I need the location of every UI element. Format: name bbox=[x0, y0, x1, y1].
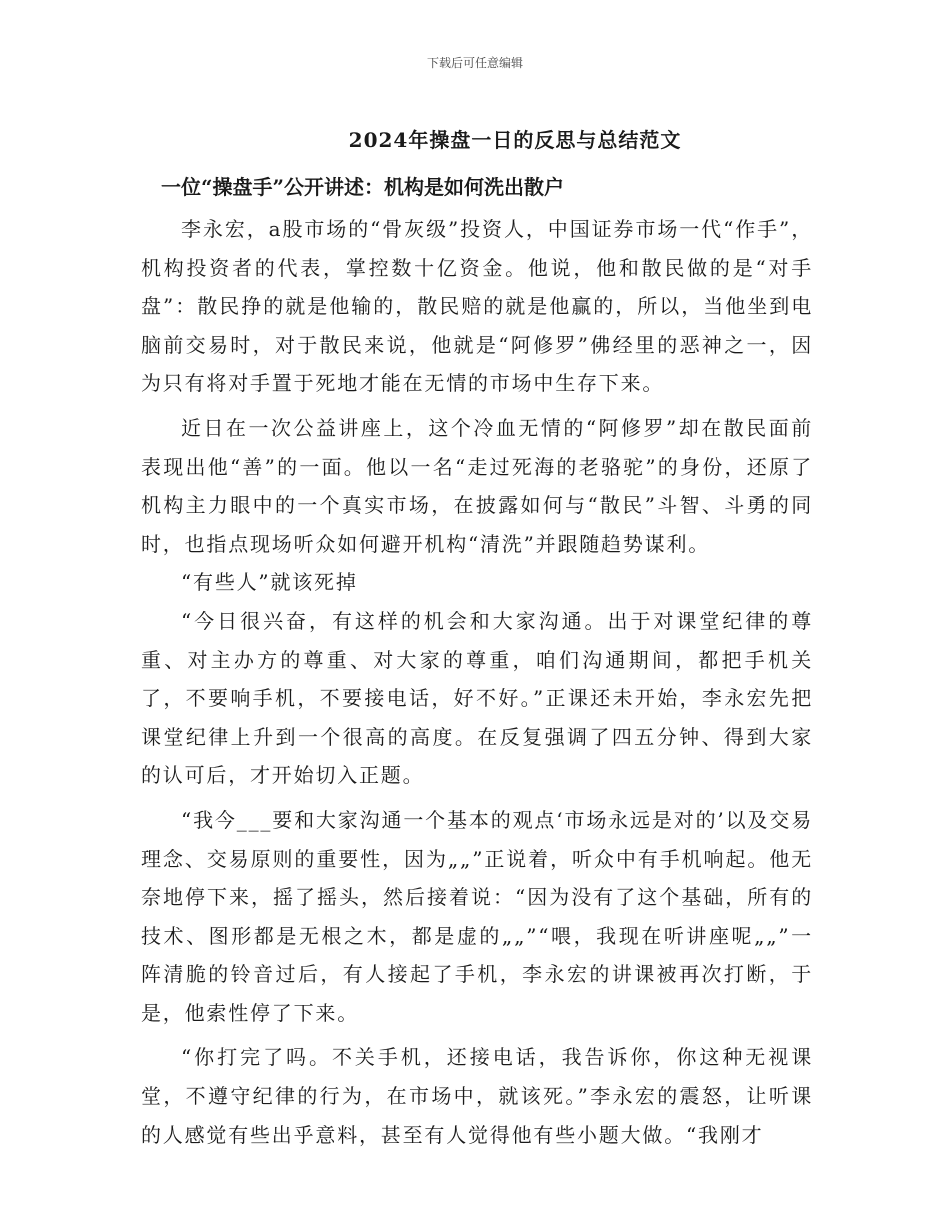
paragraph-3: “今日很兴奋，有这样的机会和大家沟通。出于对课堂纪律的尊重、对主办方的尊重、对大家的尊重，咱们沟通期间，都把手机关了，不要响手机，不要接电话，好不好。”正课还未开始，李永宏先把课堂纪律上升到一个很高的高度。在反复强调了四五分钟、得到大家的认可后，才开始切入正题。 bbox=[141, 608, 813, 788]
document-subtitle: 一位“操盘手”公开讲述：机构是如何洗出散户 bbox=[161, 175, 565, 199]
paragraph-5: “你打完了吗。不关手机，还接电话，我告诉你，你这种无视课堂，不遵守纪律的行为，在市场中，就该死。”李永宏的震怒，让听课的人感觉有些出乎意料，甚至有人觉得他有些小题大做。“我刚才 bbox=[141, 1045, 813, 1147]
header-note: 下载后可任意编辑 bbox=[426, 56, 523, 70]
document-title: 2024年操盘一日的反思与总结范文 bbox=[348, 128, 682, 152]
paragraph-4: “我今___要和大家沟通一个基本的观点‘市场永远是对的’以及交易理念、交易原则的重要性，因为„„”正说着，听众中有手机响起。他无奈地停下来，摇了摇头，然后接着说：“因为没有了这个基础，所有的技术、图形都是无根之木，都是虚的„„”“喂，我现在听讲座呢„„”一阵清脆的铃音过后，有人接起了手机，李永宏的讲课被再次打断，于是，他索性停了下来。 bbox=[141, 807, 813, 1025]
section-heading: “有些人”就该死掉 bbox=[181, 570, 358, 595]
document-body bbox=[141, 172, 813, 1154]
paragraph-2: 近日在一次公益讲座上，这个冷血无情的“阿修罗”却在散民面前表现出他“善”的一面。他以一名“走过死海的老骆驼”的身份，还原了机构主力眼中的一个真实市场，在披露如何与“散民”斗智、斗勇的同时，也指点现场听众如何避开机构“清洗”并跟随趋势谋利。 bbox=[141, 415, 813, 556]
paragraph-1: 李永宏，a股市场的“骨灰级”投资人，中国证券市场一代“作手”，机构投资者的代表，掌控数十亿资金。他说，他和散民做的是“对手盘”：散民挣的就是他输的，散民赔的就是他赢的，所以，当他坐到电脑前交易时，对于散民来说，他就是“阿修罗”佛经里的恶神之一，因为只有将对手置于死地才能在无情的市场中生存下来。 bbox=[141, 217, 813, 396]
